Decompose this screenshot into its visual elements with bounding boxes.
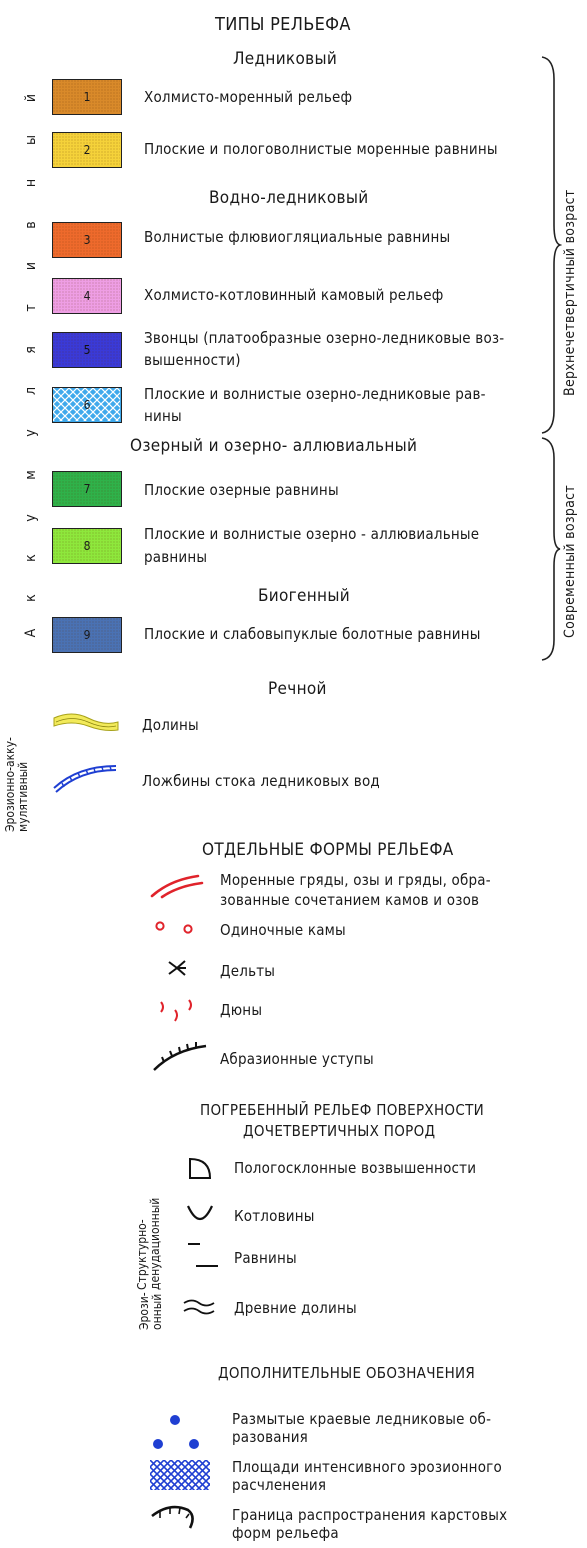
swatch-number: 9: [83, 628, 91, 642]
vertical-letter: й: [23, 93, 39, 103]
kames-text: Одиночные камы: [220, 921, 346, 939]
group-water-glacial: Водно-ледниковый: [209, 188, 369, 208]
erosion-accum-label: [4, 737, 30, 832]
erosion-area-text-1: Площади интенсивного эрозионного: [232, 1458, 502, 1476]
karst-boundary-icon: [148, 1502, 208, 1536]
vertical-letter: н: [23, 178, 39, 188]
legend-swatch-3: [52, 222, 122, 258]
separate-forms-title: ОТДЕЛЬНЫЕ ФОРМЫ РЕЛЬЕФА: [202, 840, 454, 860]
legend-text-2: Плоские и пологоволнистые моренные равнины: [144, 140, 498, 158]
legend-swatch-1: [52, 79, 122, 115]
delta-icon: [165, 958, 189, 980]
group-biogenic: Биогенный: [258, 586, 350, 606]
moraine-ridge-icon: [148, 870, 208, 900]
buried-title-2: ДОЧЕТВЕРТИЧНЫХ ПОРОД: [243, 1122, 436, 1140]
legend-text-3: Волнистые флювиогляциальные равнины: [144, 228, 451, 246]
washed-text-1: Размытые краевые ледниковые об-: [232, 1410, 492, 1428]
vertical-letter: м: [23, 470, 39, 480]
dunes-text: Дюны: [220, 1001, 263, 1019]
legend-text-1: Холмисто-моренный рельеф: [144, 88, 353, 106]
erosional-label: [138, 1292, 164, 1330]
vertical-letter: т: [23, 304, 39, 312]
swatch-number: 4: [83, 289, 91, 303]
legend-swatch-5: [52, 332, 122, 368]
washed-text-2: разования: [232, 1428, 309, 1446]
legend-title: ТИПЫ РЕЛЬЕФА: [215, 14, 351, 35]
age-modern-label: Современный возраст: [562, 484, 578, 638]
buried-title-1: ПОГРЕБЕННЫЙ РЕЛЬЕФ ПОВЕРХНОСТИ: [200, 1101, 485, 1119]
swatch-number: 8: [83, 539, 91, 553]
river-hollows-text: Ложбины стока ледниковых вод: [142, 772, 380, 790]
vertical-letter: ы: [23, 135, 39, 145]
legend-text-5b: вышенности): [144, 351, 241, 369]
hollow-symbol-icon: [50, 760, 120, 796]
legend-swatch-6: [52, 387, 122, 423]
legend-swatch-4: [52, 278, 122, 314]
hollow-basin-icon: [184, 1202, 216, 1228]
vertical-letter: я: [23, 346, 39, 354]
legend-text-7: Плоские озерные равнины: [144, 481, 339, 499]
vertical-letter: в: [23, 221, 39, 229]
abrasion-scarp-icon: [150, 1042, 210, 1074]
plains-text: Равнины: [234, 1249, 297, 1267]
moraine-text-2: зованные сочетанием камов и озов: [220, 891, 480, 909]
swatch-number: 2: [83, 143, 91, 157]
legend-text-9: Плоские и слабовыпуклые болотные равнины: [144, 625, 481, 643]
legend-text-6a: Плоские и волнистые озерно-ледниковые рав-: [144, 385, 486, 403]
swatch-number: 6: [83, 398, 91, 412]
erosional-line2: онный: [150, 1293, 164, 1330]
legend-swatch-8: [52, 528, 122, 564]
legend-swatch-7: [52, 471, 122, 507]
vertical-letter: к: [23, 594, 39, 602]
brace-lower-icon: [540, 436, 562, 662]
legend-text-5a: Звонцы (платообразные озерно-ледниковые воз-: [144, 329, 505, 347]
vertical-letter: у: [23, 429, 39, 437]
group-glacial: Ледниковый: [233, 49, 338, 69]
legend-swatch-2: [52, 132, 122, 168]
single-kame-icon: [152, 918, 202, 938]
struct-denud-line1: Структурно-: [135, 1219, 149, 1290]
abrasion-text: Абразионные уступы: [220, 1050, 374, 1068]
plain-icon: [186, 1240, 220, 1270]
erosion-accum-line1: Эрозионно-акку-: [3, 737, 17, 832]
vertical-letter: А: [23, 628, 39, 638]
hollows-text: Котловины: [234, 1207, 315, 1225]
swatch-number: 3: [83, 233, 91, 247]
river-valleys-text: Долины: [142, 716, 199, 734]
erosion-area-text-2: расчленения: [232, 1476, 327, 1494]
dunes-icon: [155, 996, 205, 1024]
struct-denud-label: [136, 1198, 162, 1290]
washed-glacial-icon: [148, 1412, 204, 1452]
legend-text-8a: Плоские и волнистые озерно - аллювиальные: [144, 525, 480, 543]
struct-denud-line2: денудационный: [148, 1197, 162, 1290]
ancient-valley-icon: [182, 1296, 216, 1318]
gentle-upland-icon: [186, 1156, 216, 1182]
deltas-text: Дельты: [220, 962, 276, 980]
swatch-number: 5: [83, 343, 91, 357]
legend-text-6b: нины: [144, 407, 182, 425]
swatch-number: 1: [83, 90, 91, 104]
vertical-letter: и: [23, 261, 39, 271]
ancient-valleys-text: Древние долины: [234, 1299, 357, 1317]
swatch-number: 7: [83, 482, 91, 496]
brace-upper-icon: [540, 55, 562, 435]
uplands-text: Пологосклонные возвышенности: [234, 1159, 477, 1177]
valley-symbol-icon: [50, 708, 122, 738]
legend-swatch-9: [52, 617, 122, 653]
age-upper-label: Верхнечетвертичный возраст: [562, 189, 578, 396]
group-lake: Озерный и озерно- аллювиальный: [130, 436, 418, 456]
group-river: Речной: [268, 679, 327, 699]
erosion-area-icon: [150, 1460, 210, 1490]
karst-text-1: Граница распространения карстовых: [232, 1506, 508, 1524]
legend-text-4: Холмисто-котловинный камовый рельеф: [144, 286, 444, 304]
erosion-accum-line2: мулятивный: [16, 761, 30, 832]
additional-title: ДОПОЛНИТЕЛЬНЫЕ ОБОЗНАЧЕНИЯ: [218, 1364, 476, 1382]
moraine-text-1: Моренные гряды, озы и гряды, обра-: [220, 871, 491, 889]
legend-text-8b: равнины: [144, 548, 208, 566]
vertical-letter: у: [23, 514, 39, 522]
karst-text-2: форм рельефа: [232, 1524, 339, 1542]
erosional-line1: Эрози-: [137, 1292, 151, 1330]
vertical-letter: к: [23, 554, 39, 562]
vertical-letter: л: [23, 386, 39, 396]
